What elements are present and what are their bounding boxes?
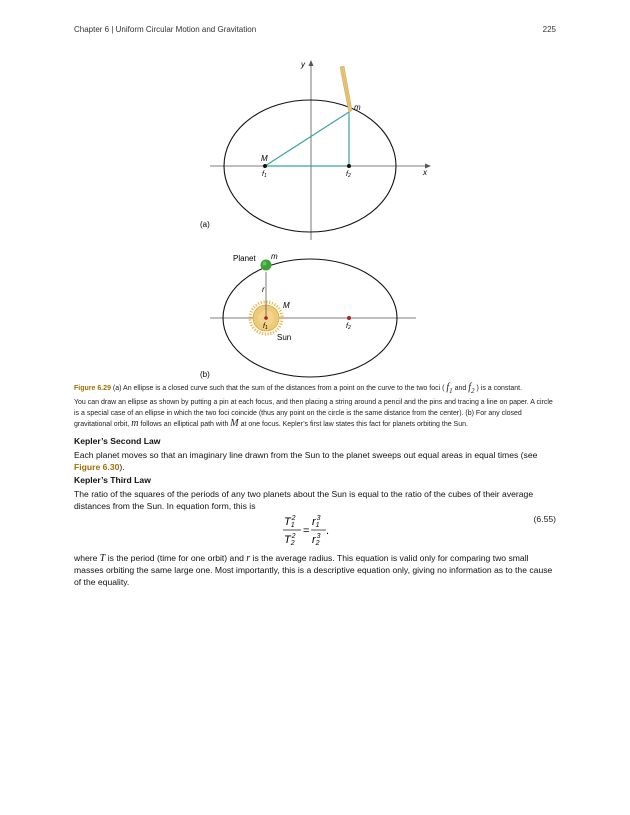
figure-6-30-link[interactable]: Figure 6.30 [74,461,120,472]
eq-T1: T12 [284,515,296,529]
planet-label: Planet [233,254,256,263]
caption-text-1b: ) is a constant. [476,385,523,392]
kepler-second-law-heading: Kepler’s Second Law [74,436,161,446]
M-symbol: M [230,418,239,429]
T-symbol: T [99,553,106,564]
eq-r2: r23 [312,533,321,547]
sun-focus-point [264,316,268,320]
m-symbol: m [131,418,139,429]
figure-a [200,60,431,240]
caption-text-2c: at one focus. Kepler’s first law states this fact for planets orbiting the Sun. [240,421,468,428]
figure-b [200,252,416,379]
sun-M-label: M [283,301,290,310]
eq-period: . [326,525,330,537]
mass-M-label: M [261,154,268,163]
focus-f1-label-b: f1 [263,323,268,331]
kepler-third-law-text: The ratio of the squares of the periods of any two planets about the Sun is equal to the ratio of the cubes of their average distances from the Sun. In equation form, this is [74,489,534,511]
focus-f2-label-b: f2 [346,323,351,331]
string-f1-m [265,112,349,166]
focus-f1-point [263,164,267,168]
f1-symbol: $f_1$ [446,382,453,395]
closing-paragraph [74,553,556,588]
figure-caption [74,383,556,397]
caption-label: Figure 6.29 [74,385,111,392]
kepler-second-law-text [74,450,556,474]
caption-text-2a: You can draw an ellipse as shown by putting a pin at each focus, and then placing a string around a pencil and the pins and tracing a line on paper. A circle is a special case of an ellipse in which the two foci coincide (thus any point on the circle is the same distance from the center). (b) For any closed gravitational orbit, [74,399,553,428]
equation-6-55 [282,513,362,553]
equation-number: (6.55) [533,514,556,524]
focus-f2-point [347,164,351,168]
x-axis-label: x [423,168,427,177]
kepler-third-law-heading: Kepler’s Third Law [74,475,151,485]
second-law-text: Each planet moves so that an imaginary line drawn from the Sun to the planet sweeps out equal areas in equal times (see [74,450,538,460]
closing-where: where [74,553,98,563]
r-symbol: r [246,553,251,564]
point-m-label: m [354,103,361,112]
closing-mid: is the period (time for one orbit) and [107,553,244,563]
second-law-text-end: ). [119,461,125,472]
equation-svg [282,513,362,553]
eq-r1: r13 [312,515,321,529]
caption-and: and [454,385,467,392]
panel-b-label: (b) [200,370,210,379]
y-axis-label: y [301,60,305,69]
sun-label: Sun [277,333,292,342]
eq-equals: = [303,525,310,537]
eq-T2: T22 [284,533,296,547]
page-number: 225 [542,25,556,34]
planet-icon [261,260,272,271]
focus-f2-point-b [347,316,351,320]
f2-symbol: $f_2$ [468,382,475,395]
y-axis-arrow [309,60,314,66]
planet-m-label: m [271,252,278,261]
caption-text-2b: follows an elliptical path with [140,421,229,428]
focus-f2-label: f2 [346,171,351,179]
chapter-title: Chapter 6 | Uniform Circular Motion and Gravitation [74,25,257,34]
caption-text-1: (a) An ellipse is a closed curve such that the sum of the distances from a point on the curve to the two foci ( [112,385,445,392]
panel-a-label: (a) [200,220,210,229]
focus-f1-label: f1 [262,171,267,179]
caption-paragraph-2 [74,398,556,431]
figure-6-29 [0,0,630,385]
closing-rest: is the average radius. This equation is valid only for comparing two small masses orbiting the same large one. Most importantly, this is a descriptive equation only, giving no information as to the cause of the equality. [74,553,553,587]
radius-r-label: r [262,285,265,294]
